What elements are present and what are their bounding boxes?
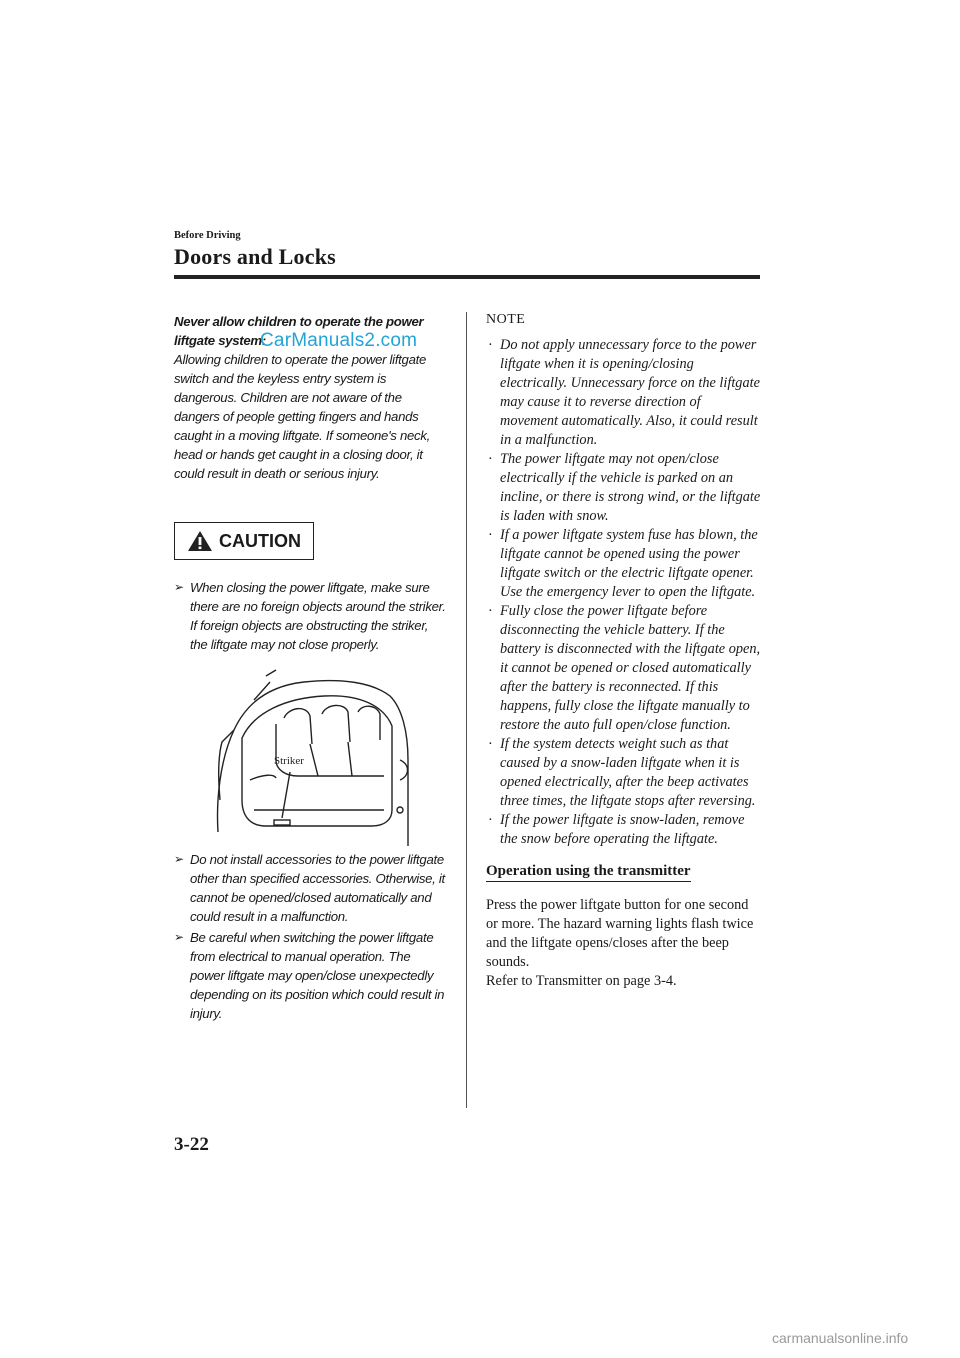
bullet-dot-icon: · — [488, 736, 493, 752]
section-label: Before Driving — [174, 230, 241, 241]
note-item — [486, 735, 762, 811]
note-item-text: If a power liftgate system fuse has blown, the liftgate cannot be opened using the power liftgate switch or the electric liftgate opener. Use the emergency lever to open the liftgate. — [500, 527, 758, 600]
arrow-bullet-icon: ➢ — [174, 580, 184, 594]
arrow-bullet-icon: ➢ — [174, 852, 184, 866]
caution-label: CAUTION — [219, 530, 301, 551]
note-item — [486, 811, 762, 849]
bullet-dot-icon: · — [488, 451, 493, 467]
header-rule — [174, 275, 760, 279]
right-column — [486, 312, 762, 991]
figure-label: Striker — [274, 755, 304, 767]
section-heading: Operation using the transmitter — [486, 863, 691, 882]
caution-item — [174, 578, 446, 654]
caution-badge — [174, 522, 314, 560]
liftgate-striker-figure — [214, 660, 410, 846]
caution-item-text: Do not install accessories to the power liftgate other than specified accessories. Otherwise, it cannot be opened/closed automatically and could result in a malfunction. — [190, 852, 445, 924]
bullet-dot-icon: · — [488, 337, 493, 353]
caution-list — [174, 578, 446, 654]
warning-body: Allowing children to operate the power liftgate switch and the keyless entry system is dangerous. Children are not aware of the dangers of people getting fingers and hands caught in a moving liftgate. If someone's neck, head or hands get caught in a closing door, it could result in death or serious injury. — [174, 352, 430, 481]
note-item — [486, 526, 762, 602]
bullet-dot-icon: · — [488, 603, 493, 619]
left-column — [174, 312, 446, 1021]
operation-body: Press the power liftgate button for one second or more. The hazard warning lights flash twice and the liftgate opens/closes after the beep sounds. — [486, 897, 754, 970]
note-item-text: If the power liftgate is snow-laden, remove the snow before operating the liftgate. — [500, 812, 745, 847]
note-item-text: Do not apply unnecessary force to the power liftgate when it is opening/closing electrically. Unnecessary force on the liftgate may cause it to reverse direction of movement automatically. Also, it could result in a malfunction. — [500, 337, 760, 448]
warning-title: Never allow children to operate the power liftgate system: — [174, 314, 424, 348]
note-item — [486, 602, 762, 735]
operation-reference: Refer to Transmitter on page 3-4. — [486, 973, 677, 989]
bullet-dot-icon: · — [488, 812, 493, 828]
note-item-text: If the system detects weight such as that caused by a snow-laden liftgate when it is opened electrically, after the beep activates three times, the liftgate stops after reversing. — [500, 736, 756, 809]
column-divider — [466, 312, 467, 1108]
chapter-title: Doors and Locks — [174, 244, 336, 269]
note-title: NOTE — [486, 312, 526, 327]
note-item — [486, 450, 762, 526]
arrow-bullet-icon: ➢ — [174, 930, 184, 944]
note-item — [486, 336, 762, 450]
caution-item — [174, 850, 446, 926]
caution-item-text: Be careful when switching the power liftgate from electrical to manual operation. The power liftgate may open/close unexpectedly depending on its position which could result in injury. — [190, 930, 445, 1021]
caution-list-continued — [174, 850, 446, 1023]
note-item-text: The power liftgate may not open/close electrically if the vehicle is parked on an incline, or there is strong wind, or the liftgate is laden with snow. — [500, 451, 761, 524]
warning-triangle-icon — [187, 530, 213, 552]
note-item-text: Fully close the power liftgate before disconnecting the vehicle battery. If the battery is disconnected with the liftgate open, it cannot be opened or closed automatically after the battery is reconnected. If this happens, fully close the liftgate manually to restore the auto full open/close function. — [500, 603, 761, 733]
watermark-logo: CarManuals2.com — [260, 330, 418, 351]
bullet-dot-icon: · — [488, 527, 493, 543]
caution-item — [174, 928, 446, 1023]
footer-url: carmanualsonline.info — [772, 1330, 909, 1346]
page-number: 3-22 — [174, 1134, 209, 1155]
caution-item-text: When closing the power liftgate, make sure there are no foreign objects around the striker. If foreign objects are obstructing the striker, the liftgate may not close properly. — [190, 580, 446, 652]
